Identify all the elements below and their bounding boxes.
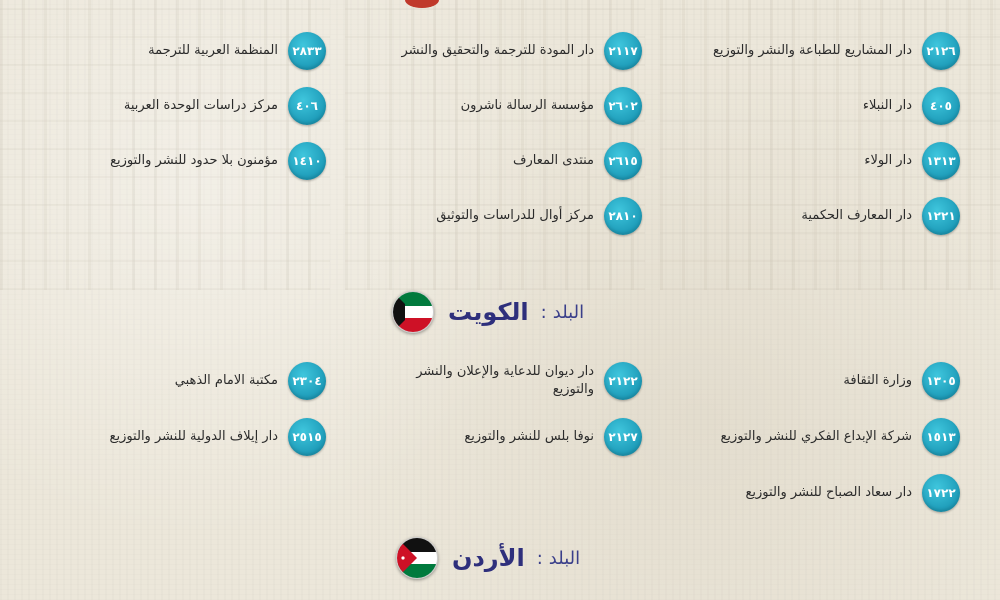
publisher-entry	[864, 142, 960, 180]
publisher-entry	[745, 474, 960, 512]
booth-number-badge: ٤٠٥	[922, 87, 960, 125]
publisher-entry	[461, 87, 642, 125]
booth-number-badge: ٢٦٠٢	[604, 87, 642, 125]
booth-number-badge: ١٢٢١	[922, 197, 960, 235]
country-label: البلد	[548, 547, 581, 569]
publisher-entry	[148, 32, 326, 70]
country-header-jordan	[396, 537, 584, 579]
publisher-entry	[175, 362, 326, 400]
booth-number-badge: ١٣٠٥	[922, 362, 960, 400]
country-name: الكويت	[448, 298, 529, 326]
publisher-name: دار النبلاء	[862, 98, 912, 114]
publisher-entry	[384, 362, 642, 400]
booth-number-badge: ٢١٢٢	[604, 362, 642, 400]
publisher-name: دار الولاء	[864, 153, 912, 169]
publisher-entry	[401, 32, 642, 70]
publisher-name: وزارة الثقافة	[843, 373, 912, 389]
publisher-entry	[110, 142, 326, 180]
booth-number-badge: ١٧٢٢	[922, 474, 960, 512]
publisher-entry	[124, 87, 326, 125]
kuwait-flag-icon	[392, 291, 434, 333]
booth-number-badge: ٢٨١٠	[604, 197, 642, 235]
booth-number-badge: ١٤١٠	[288, 142, 326, 180]
jordan-flag-icon	[396, 537, 438, 579]
publisher-name: نوفا بلس للنشر والتوزيع	[464, 429, 594, 445]
booth-number-badge: ٤٠٦	[288, 87, 326, 125]
publisher-name: مركز أوال للدراسات والتوثيق	[436, 208, 594, 224]
booth-number-badge: ٢٦١٥	[604, 142, 642, 180]
country-header-kuwait	[392, 291, 588, 333]
country-name: الأردن	[452, 544, 525, 572]
booth-number-badge: ١٣١٣	[922, 142, 960, 180]
country-colon: :	[536, 547, 543, 569]
publisher-entry	[713, 32, 960, 70]
publisher-name: دار المعارف الحكمية	[801, 208, 912, 224]
publisher-name: دار المودة للترجمة والتحقيق والنشر	[401, 43, 594, 59]
country-label: البلد	[552, 301, 585, 323]
publisher-entry	[464, 418, 642, 456]
publisher-entry	[801, 197, 960, 235]
publisher-name: مؤمنون بلا حدود للنشر والتوزيع	[110, 153, 278, 169]
publisher-name: المنظمة العربية للترجمة	[148, 43, 278, 59]
publisher-entry	[843, 362, 960, 400]
publisher-name: دار ديوان للدعاية والإعلان والنشر والتوزيع	[416, 364, 594, 397]
publisher-entry	[110, 418, 326, 456]
publisher-entry	[863, 87, 960, 125]
booth-number-badge: ٢١٢٧	[604, 418, 642, 456]
booth-number-badge: ٢٥١٥	[288, 418, 326, 456]
publisher-entry	[436, 197, 642, 235]
publisher-name: مركز دراسات الوحدة العربية	[123, 98, 278, 114]
booth-number-badge: ٢١٢٦	[922, 32, 960, 70]
publisher-name: شركة الإبداع الفكري للنشر والتوزيع	[720, 429, 912, 445]
publisher-name: مكتبة الامام الذهبي	[174, 373, 278, 389]
booth-number-badge: ٢١١٧	[604, 32, 642, 70]
publisher-entry	[720, 418, 960, 456]
booth-number-badge: ١٥١٣	[922, 418, 960, 456]
publisher-name: دار سعاد الصباح للنشر والتوزيع	[745, 485, 912, 501]
booth-number-badge: ٢٨٣٣	[288, 32, 326, 70]
publisher-name: دار المشاريع للطباعة والنشر والتوزيع	[712, 43, 912, 59]
booth-number-badge: ٢٣٠٤	[288, 362, 326, 400]
country-colon: :	[540, 301, 547, 323]
publisher-name: منتدى المعارف	[512, 153, 594, 169]
publisher-entry	[513, 142, 642, 180]
publisher-name: دار إيلاف الدولية للنشر والتوزيع	[109, 429, 278, 445]
publisher-name: مؤسسة الرسالة ناشرون	[460, 98, 594, 114]
